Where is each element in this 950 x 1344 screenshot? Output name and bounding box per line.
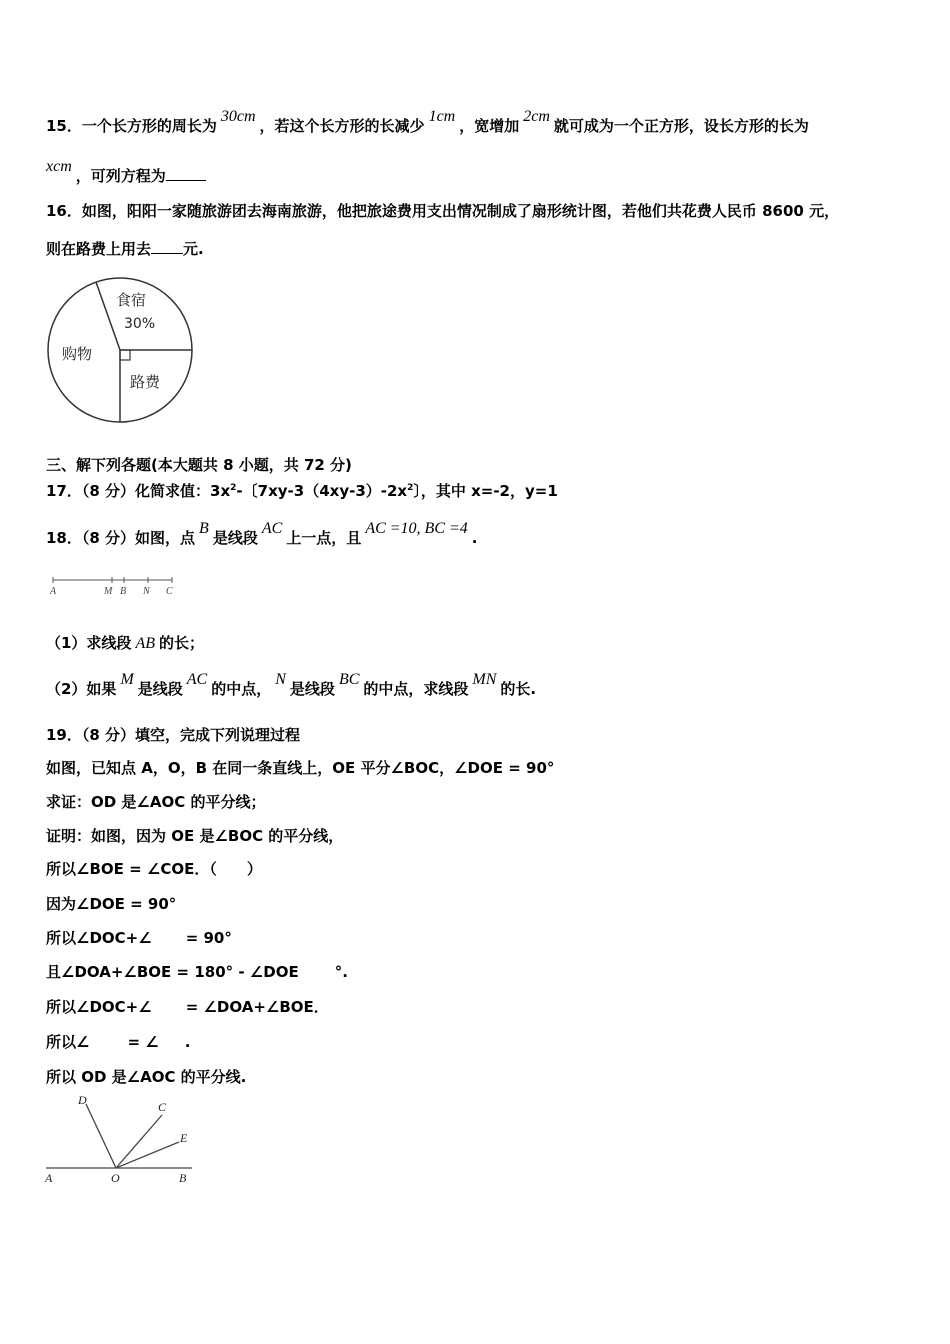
q18-line	[46, 520, 478, 548]
q19-proof8: 所以 OD 是∠AOC 的平分线.	[46, 1068, 247, 1086]
label-N: N	[143, 586, 150, 597]
q17-text-a: 17．（8 分）化简求值：3x	[46, 482, 231, 500]
q18-1-text-b: 的长；	[159, 634, 205, 652]
q17-text-c: 〕，其中 x=-2，y=1	[413, 482, 558, 500]
q19-proof4	[46, 927, 232, 948]
label-B: B	[179, 1171, 187, 1185]
q19-proof6-a: 所以∠DOC+∠	[46, 998, 152, 1016]
pie-label-lodging: 食宿	[116, 291, 147, 309]
q15-text3: ，宽增加	[459, 117, 520, 135]
q19-proof2-b: ）	[246, 860, 262, 878]
q19-proof1: 证明：如图，因为 OE 是∠BOC 的平分线，	[46, 827, 344, 845]
q18-2-f: 的长.	[500, 680, 537, 698]
q18-text4: .	[471, 529, 478, 547]
q18-segment-figure	[50, 572, 190, 602]
q18-text1: 18．（8 分）如图，点	[46, 529, 196, 547]
q17-text-b: -〔7xy-3（4xy-3）-2x	[236, 482, 408, 500]
q19-given: 如图，已知点 A，O，B 在同一条直线上，OE 平分∠BOC，∠DOE = 90°	[46, 759, 555, 777]
label-C: C	[166, 586, 173, 597]
q18-2-math-BC: BC	[338, 671, 360, 688]
q15-text5: ，可列方程为	[75, 167, 166, 185]
q16-pie-chart	[44, 275, 204, 435]
q15-text2: ，若这个长方形的长减少	[259, 117, 425, 135]
section3-heading: 三、解下列各题(本大题共 8 小题，共 72 分)	[46, 456, 352, 474]
label-A: A	[50, 586, 57, 597]
q19-proof7-a: 所以∠	[46, 1033, 90, 1051]
q18-2-d: 是线段	[289, 680, 335, 698]
label-A: A	[45, 1171, 53, 1185]
q18-2-c: 的中点，	[211, 680, 272, 698]
q19-proof6	[46, 996, 329, 1017]
q18-1-text-a: （1）求线段	[46, 634, 132, 652]
pie-label-shopping: 购物	[62, 345, 93, 363]
label-M: M	[104, 586, 113, 597]
q19-proof3: 因为∠DOE = 90°	[46, 895, 177, 913]
label-D: D	[78, 1093, 87, 1107]
ray-OE	[116, 1142, 179, 1168]
q16-text-b: 元.	[183, 240, 204, 258]
q15-math-decrease: 1cm	[428, 108, 456, 125]
q18-2-math-N: N	[275, 671, 286, 688]
q19-proof2-a: 所以∠BOE = ∠COE．（	[46, 860, 217, 878]
q18-2-a: （2）如果	[46, 680, 117, 698]
q18-1-math-AB: AB	[135, 635, 155, 652]
q18-text3: 上一点，且	[286, 529, 362, 547]
q18-math-B: B	[199, 520, 209, 537]
q16-line1: 16．如图，阳阳一家随旅游团去海南旅游，他把旅途费用支出情况制成了扇形统计图，若他们共花费人民币 8600 元，	[46, 202, 840, 220]
q18-2-e: 的中点，求线段	[363, 680, 469, 698]
q18-part1	[46, 632, 204, 653]
q15-line2	[46, 158, 206, 186]
q19-proof4-a: 所以∠DOC+∠	[46, 929, 152, 947]
label-E: E	[180, 1131, 188, 1145]
label-O: O	[111, 1171, 120, 1185]
q17-sup1: 2	[230, 483, 237, 493]
q19-angle-figure	[44, 1092, 204, 1187]
pie-label-travel: 路费	[130, 373, 161, 391]
q19-proof2	[46, 858, 262, 879]
q15-math-x: xcm	[46, 158, 72, 175]
q18-2-math-M: M	[120, 671, 134, 688]
q18-2-b: 是线段	[137, 680, 183, 698]
q19-proof6-b: = ∠DOA+∠BOE．	[185, 998, 329, 1016]
q18-2-math-AC: AC	[186, 671, 208, 688]
q16-text-a: 则在路费上用去	[46, 240, 152, 258]
ray-OC	[116, 1115, 162, 1168]
q18-text2: 是线段	[212, 529, 258, 547]
q18-2-math-MN: MN	[472, 671, 497, 688]
q15-text4: 就可成为一个正方形，设长方形的长为	[553, 117, 809, 135]
q15-math-perimeter: 30cm	[220, 108, 256, 125]
q19-proof7-c: .	[184, 1033, 191, 1051]
q18-math-AC: AC	[261, 520, 283, 537]
q17-sup2: 2	[407, 483, 414, 493]
q15-line1	[46, 108, 809, 136]
q15-text1: 15．一个长方形的周长为	[46, 117, 217, 135]
q17-line	[46, 480, 558, 501]
q15-math-increase: 2cm	[523, 108, 550, 125]
q19-proof5-b: °.	[334, 963, 348, 981]
label-B: B	[120, 586, 127, 597]
q19-proof7	[46, 1031, 190, 1052]
q19-proof5-a: 且∠DOA+∠BOE = 180° - ∠DOE	[46, 963, 299, 981]
ray-OD	[86, 1104, 116, 1168]
label-C: C	[158, 1100, 167, 1114]
q18-part2	[46, 671, 537, 699]
q19-proof4-b: = 90°	[185, 929, 232, 947]
q16-answer-blank[interactable]	[151, 241, 183, 254]
q19-heading: 19．（8 分）填空，完成下列说理过程	[46, 726, 301, 744]
pie-value-lodging: 30%	[124, 316, 156, 332]
q16-line2	[46, 238, 204, 259]
q18-math-given: AC =10, BC =4	[365, 520, 468, 537]
q19-prove: 求证：OD 是∠AOC 的平分线；	[46, 793, 266, 811]
q15-answer-blank[interactable]	[166, 168, 206, 181]
q19-proof5	[46, 961, 348, 982]
q19-proof7-b: = ∠	[127, 1033, 159, 1051]
